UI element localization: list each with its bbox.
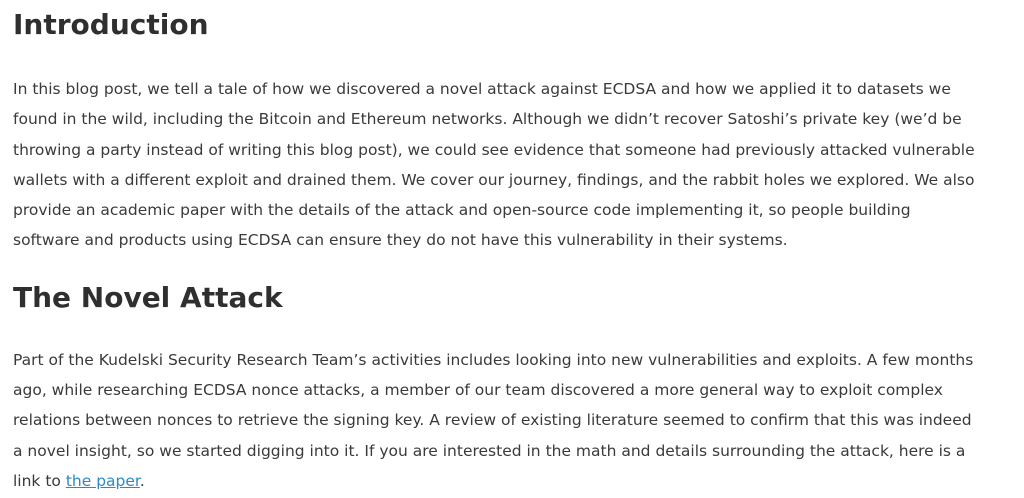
link-suffix-text: .	[139, 471, 145, 490]
paragraph-last-line	[13, 466, 1017, 496]
heading-novel-attack: The Novel Attack	[13, 280, 283, 314]
paragraph-novel-attack	[13, 345, 1017, 496]
paragraph-line: found in the wild, including the Bitcoin and Ethereum networks. Although we didn’t recover Satoshi’s private key (we’d be	[13, 110, 962, 129]
paragraph-line: relations between nonces to retrieve the signing key. A review of existing literature seemed to confirm that this was indeed	[13, 411, 972, 430]
paragraph-line: In this blog post, we tell a tale of how we discovered a novel attack against ECDSA and how we applied it to datasets we	[13, 80, 951, 98]
paragraph-line: Part of the Kudelski Security Research Team’s activities includes looking into new vulnerabilities and exploits. A few months	[13, 350, 974, 369]
paragraph-line: software and products using ECDSA can ensure they do not have this vulnerability in their systems.	[13, 231, 788, 250]
paragraph-line: provide an academic paper with the details of the attack and open-source code implementing it, so people building	[13, 201, 911, 220]
paragraph-line: a novel insight, so we started digging into it. If you are interested in the math and details surrounding the attack, here is a	[13, 441, 966, 460]
paragraph-line: ago, while researching ECDSA nonce attacks, a member of our team discovered a more general way to exploit complex	[13, 381, 943, 400]
the-paper-link[interactable]: the paper	[65, 471, 140, 490]
heading-introduction: Introduction	[13, 8, 209, 41]
paragraph-introduction	[13, 74, 1017, 256]
paragraph-line: throwing a party instead of writing this blog post), we could see evidence that someone had previously attacked vulnerable	[13, 140, 975, 159]
link-prefix-text: link to	[13, 471, 66, 490]
paragraph-line: wallets with a different exploit and drained them. We cover our journey, findings, and the rabbit holes we explored. We also	[13, 170, 975, 189]
article-body	[13, 0, 1017, 496]
